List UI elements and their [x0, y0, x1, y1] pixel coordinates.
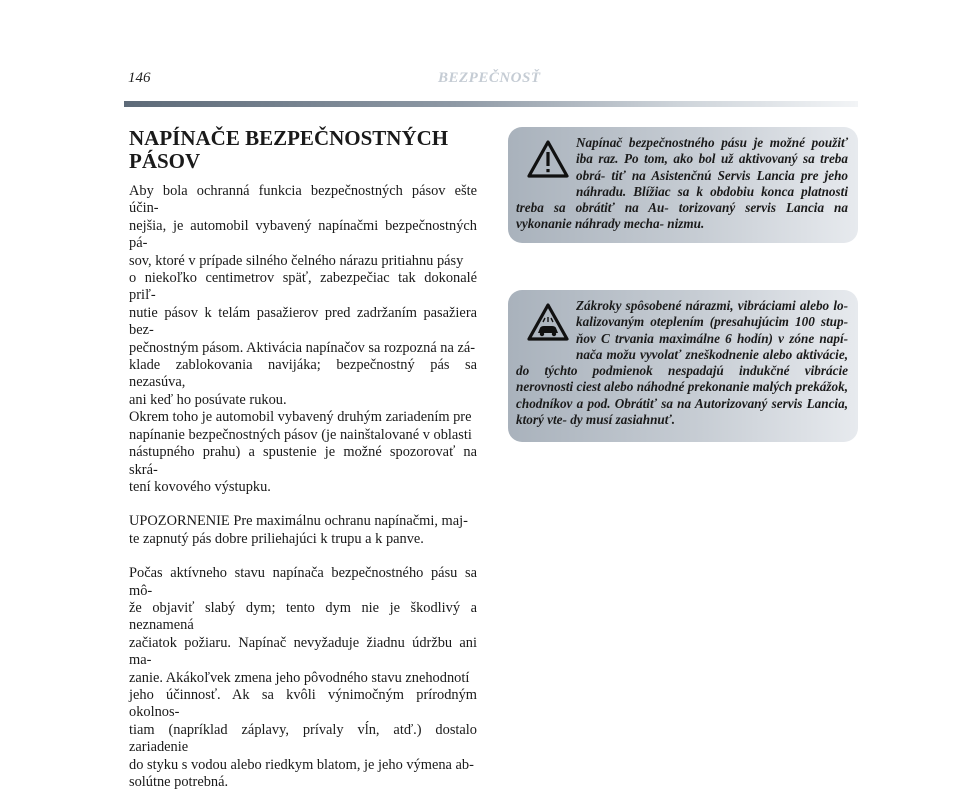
main-column: [129, 127, 477, 791]
warning-note: [508, 127, 858, 243]
section-header: BEZPEČNOSŤ: [438, 70, 541, 86]
warning-triangle-icon: [526, 139, 570, 185]
note-text: Zákroky spôsobené nárazmi, vibráciami alebo lo- kalizovaným oteplením (presahujúcim 100 stup- ňov C trvania maximálne 6 hodín) v zóne napí- nača možu vyvolať zneškodnenie alebo aktivácie, do týchto podmienok nespadajú indukčné vibrácie nerovnosti ciest alebo náhodné prekonanie malých prekážok, chodníkov a pod. Obrátiť sa na Autorizovaný servis Lancia, ktorý vte- dy musí zasiahnuť.: [516, 298, 848, 428]
page-number: 146: [128, 70, 151, 86]
warning-car-icon: [526, 302, 570, 348]
paragraph-gap: [129, 496, 477, 513]
section-title: NAPÍNAČE BEZPEČNOSTNÝCH PÁSOV: [129, 126, 449, 173]
body-paragraph: UPOZORNENIE Pre maximálnu ochranu napínačmi, maj- te zapnutý pás dobre priliehajúci k trupu a k panve.: [129, 513, 468, 547]
body-paragraph: Aby bola ochranná funkcia bezpečnostných pásov ešte účin- nejšia, je automobil vybavený napínačmi bezpečnostných pá- sov, ktoré v prípade silného čelného nárazu pritiahnu pásy o niekoľko centimetrov späť, zabezpečiac tak dokonalé priľ- nutie pásov k telám pasažierov pred zadržaním pasažiera bez- pečnostným pásom. Aktivácia napínačov sa rozpozná na zá- klade zablokovania navijáka; bezpečnostný pás sa nezasúva, ani keď ho posúvate rukou. Okrem toho je automobil vybavený druhým zariadením pre napínanie bezpečnostných pásov (je nainštalované v oblasti nástupného prahu) a spustenie je možné spozorovať na skrá- tení kovového výstupku.: [129, 183, 477, 495]
warning-note: [508, 290, 858, 442]
body-paragraph: Počas aktívneho stavu napínača bezpečnostného pásu sa mô- že objaviť slabý dym; tento dym nie je škodlivý a neznamená začiatok požiaru. Napínač nevyžaduje žiadnu údržbu ani ma- zanie. Akákoľvek zmena jeho pôvodného stavu znehodnotí jeho účinnosť. Ak sa kvôli výnimočným prírodným okolnos- tiam (napríklad záplavy, prívaly vĺn, atď.) dostalo zariadenie do styku s vodou alebo riedkym blatom, je jeho výmena ab- solútne potrebná.: [129, 565, 477, 790]
note-text: Napínač bezpečnostného pásu je možné použiť iba raz. Po tom, ako bol už aktivovaný sa treba obrá- tiť na Asistenčnú Servis Lancia pre jeho náhradu. Blížiac sa k obdobiu konca platnosti treba sa obrátiť na Au- torizovaný servis Lancia na vykonanie náhrady mecha- nizmu.: [516, 135, 848, 232]
header-rule: [124, 101, 858, 107]
paragraph-gap: [129, 548, 477, 565]
